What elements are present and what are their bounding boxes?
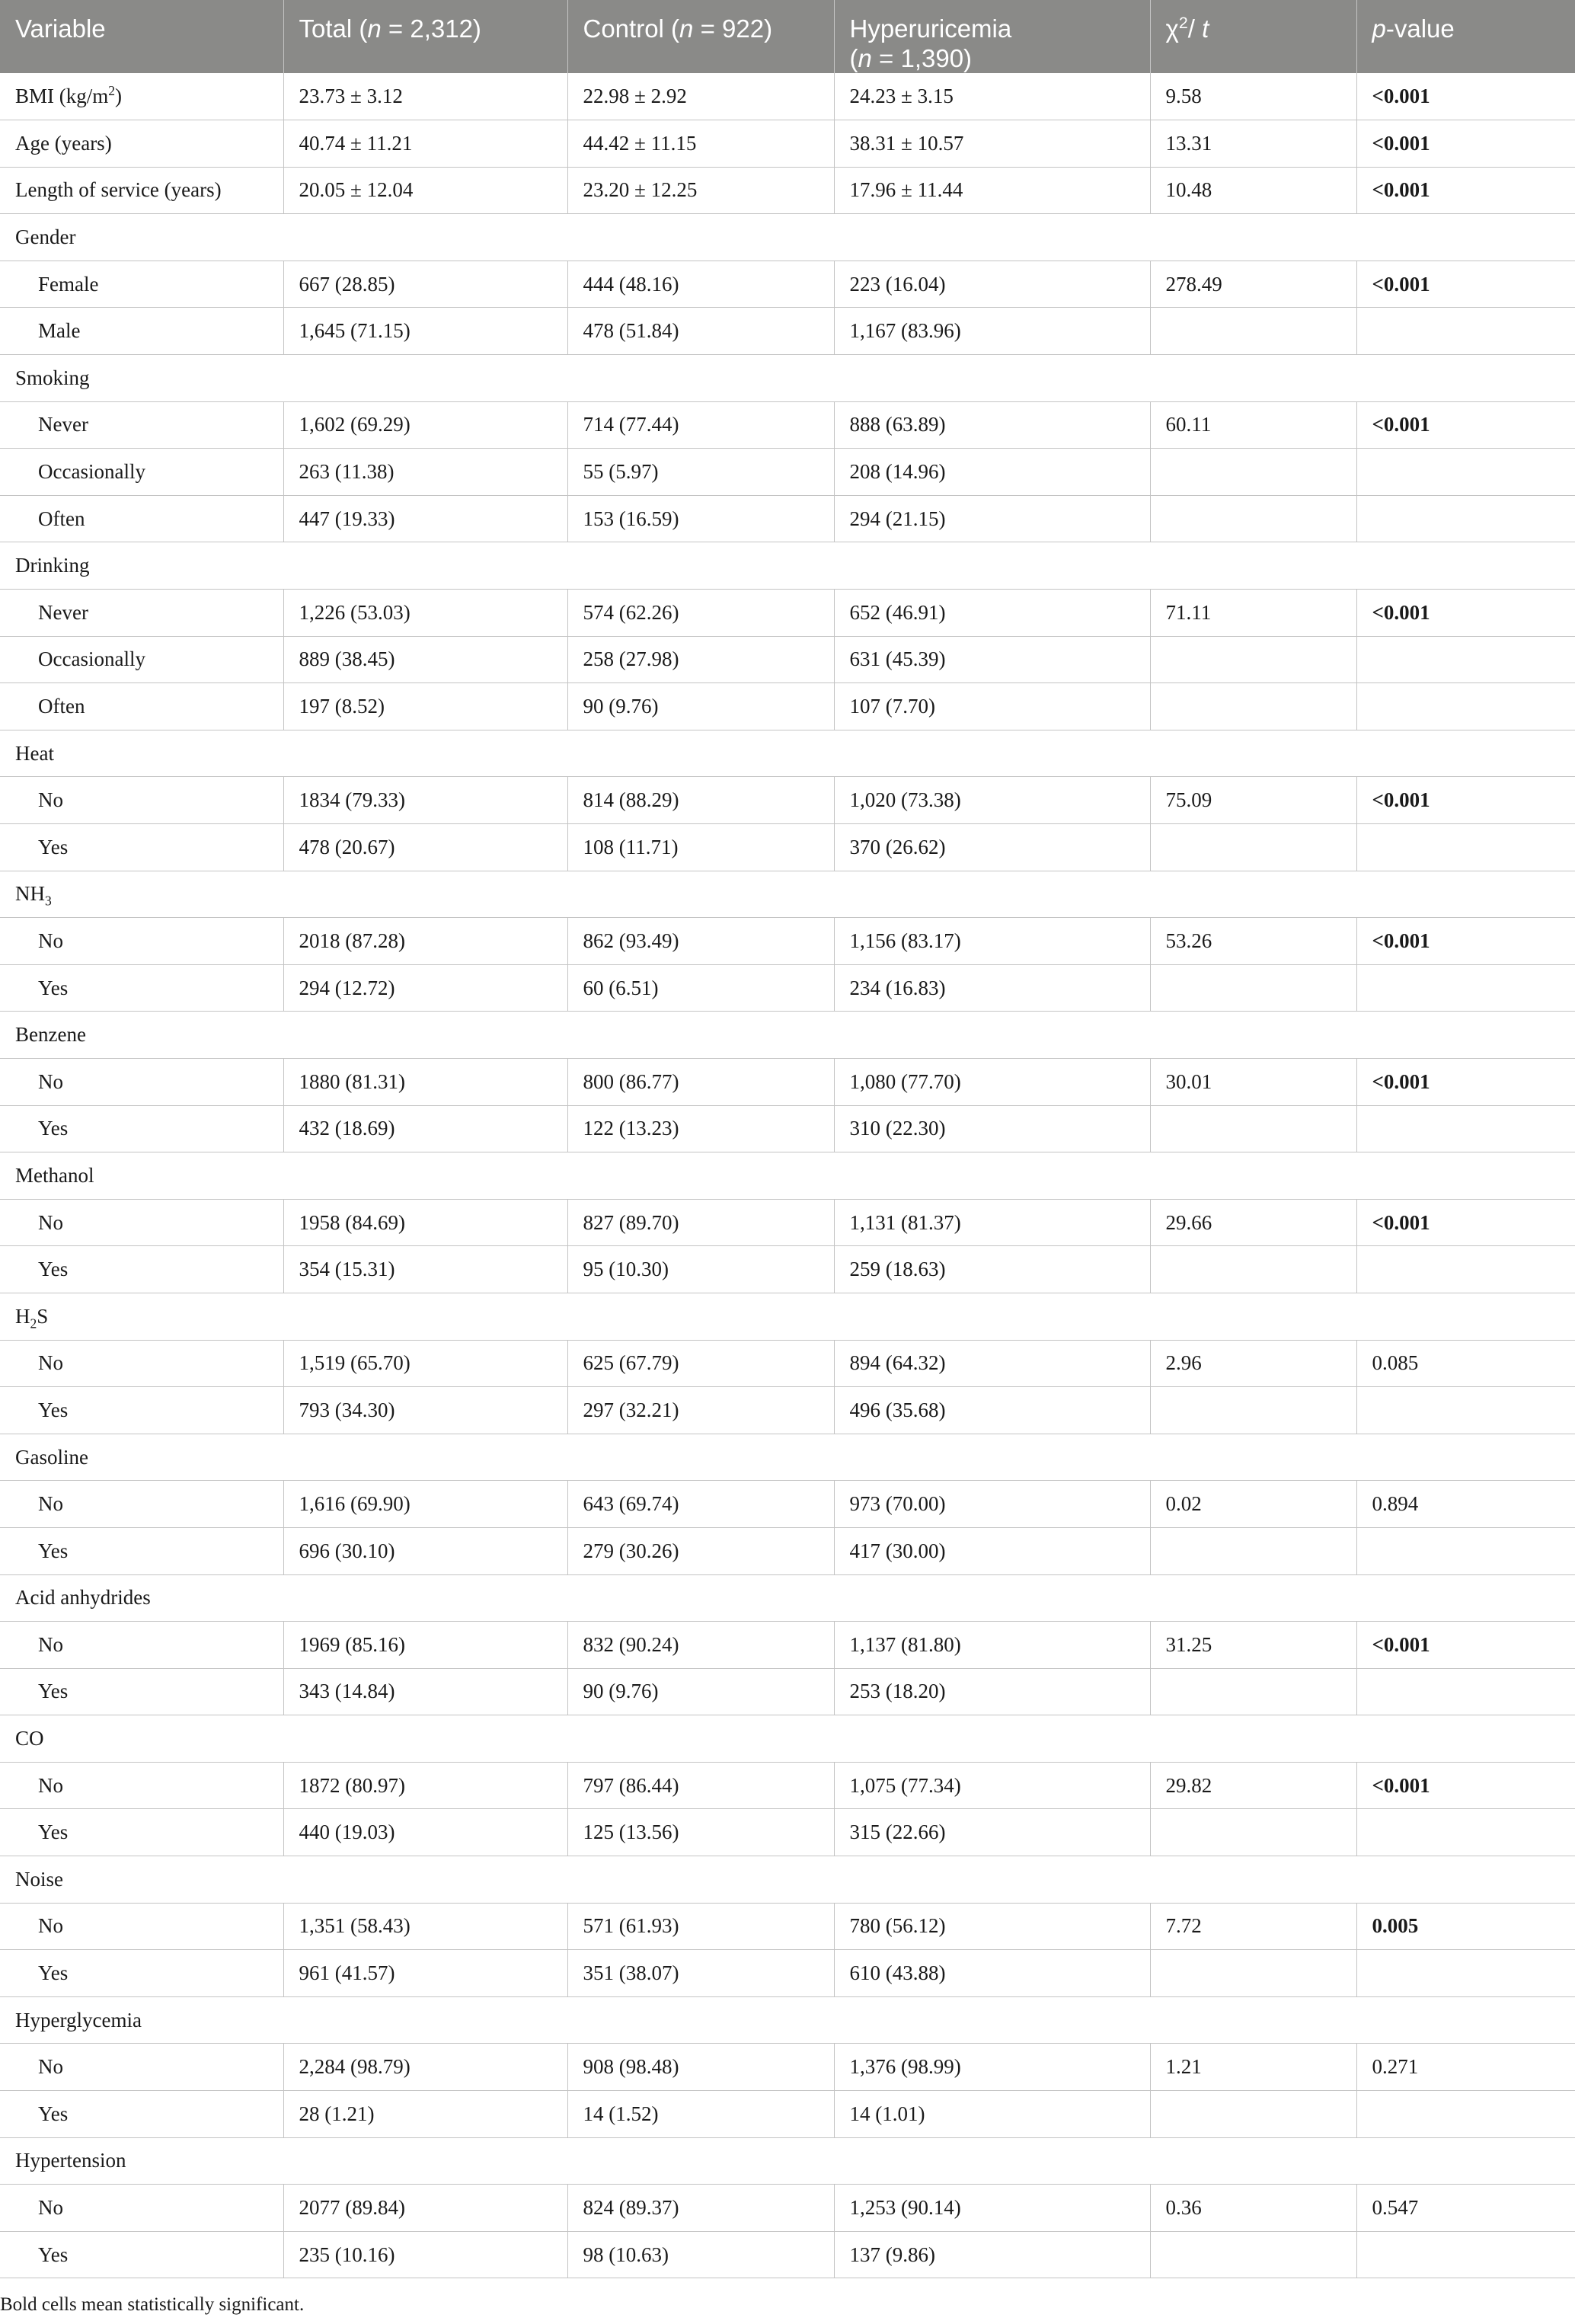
- table-row: [0, 1387, 1575, 1434]
- variable-cell: No: [0, 2185, 283, 2232]
- hyperuricemia-cell: 370 (26.62): [834, 824, 1150, 871]
- p-value-cell: <0.001: [1356, 1762, 1575, 1809]
- p-value-cell: <0.001: [1356, 120, 1575, 168]
- total-cell: 440 (19.03): [283, 1809, 567, 1856]
- table-group-row: [0, 214, 1575, 261]
- variable-cell: Yes: [0, 1246, 283, 1293]
- hyperuricemia-cell: 894 (64.32): [834, 1340, 1150, 1387]
- total-cell: 343 (14.84): [283, 1668, 567, 1715]
- control-cell: 22.98 ± 2.92: [567, 73, 834, 120]
- p-value-cell: <0.001: [1356, 1622, 1575, 1669]
- statistic-cell: [1150, 2091, 1356, 2138]
- p-value-cell: [1356, 2231, 1575, 2278]
- statistic-cell: [1150, 1668, 1356, 1715]
- variable-cell: No: [0, 918, 283, 965]
- variable-cell: Yes: [0, 2091, 283, 2138]
- total-cell: 961 (41.57): [283, 1950, 567, 1997]
- table-row: [0, 1340, 1575, 1387]
- total-cell: 1834 (79.33): [283, 777, 567, 824]
- variable-cell: No: [0, 1058, 283, 1105]
- p-value-cell: [1356, 2091, 1575, 2138]
- table-row: [0, 683, 1575, 730]
- hyperuricemia-cell: 973 (70.00): [834, 1481, 1150, 1528]
- variable-cell: No: [0, 1762, 283, 1809]
- table-row: [0, 964, 1575, 1012]
- table-row: [0, 167, 1575, 214]
- variable-cell: Occasionally: [0, 449, 283, 496]
- table-row: [0, 1527, 1575, 1574]
- table-row: [0, 261, 1575, 308]
- table-row: [0, 1668, 1575, 1715]
- variable-cell: Never: [0, 401, 283, 449]
- total-cell: 2077 (89.84): [283, 2185, 567, 2232]
- table-row: [0, 2231, 1575, 2278]
- control-cell: 714 (77.44): [567, 401, 834, 449]
- control-cell: 574 (62.26): [567, 590, 834, 637]
- total-cell: 2,284 (98.79): [283, 2044, 567, 2091]
- table-row: [0, 590, 1575, 637]
- p-value-cell: <0.001: [1356, 1058, 1575, 1105]
- table-row: [0, 308, 1575, 355]
- statistic-cell: 10.48: [1150, 167, 1356, 214]
- col-header-control: Control (n = 922): [567, 0, 834, 73]
- group-label-cell: Smoking: [0, 355, 1575, 402]
- statistic-cell: [1150, 964, 1356, 1012]
- p-value-cell: <0.001: [1356, 590, 1575, 637]
- total-cell: 1,616 (69.90): [283, 1481, 567, 1528]
- statistic-cell: [1150, 1387, 1356, 1434]
- hyperuricemia-cell: 1,167 (83.96): [834, 308, 1150, 355]
- statistic-cell: 0.02: [1150, 1481, 1356, 1528]
- table-row: [0, 1622, 1575, 1669]
- col-header-p-value: p-value: [1356, 0, 1575, 73]
- control-cell: 625 (67.79): [567, 1340, 834, 1387]
- statistic-cell: 0.36: [1150, 2185, 1356, 2232]
- group-label-cell: CO: [0, 1715, 1575, 1763]
- hyperuricemia-cell: 234 (16.83): [834, 964, 1150, 1012]
- statistic-cell: [1150, 449, 1356, 496]
- table-row: [0, 2091, 1575, 2138]
- hyperuricemia-cell: 1,376 (98.99): [834, 2044, 1150, 2091]
- control-cell: 800 (86.77): [567, 1058, 834, 1105]
- variable-cell: Never: [0, 590, 283, 637]
- total-cell: 1,226 (53.03): [283, 590, 567, 637]
- p-value-cell: 0.894: [1356, 1481, 1575, 1528]
- control-cell: 797 (86.44): [567, 1762, 834, 1809]
- hyperuricemia-cell: 315 (22.66): [834, 1809, 1150, 1856]
- table-row: [0, 918, 1575, 965]
- table-row: [0, 1762, 1575, 1809]
- hyperuricemia-cell: 14 (1.01): [834, 2091, 1150, 2138]
- control-cell: 297 (32.21): [567, 1387, 834, 1434]
- control-cell: 90 (9.76): [567, 1668, 834, 1715]
- statistic-cell: 53.26: [1150, 918, 1356, 965]
- table-row: [0, 495, 1575, 542]
- variable-cell: Yes: [0, 1950, 283, 1997]
- statistic-cell: [1150, 2231, 1356, 2278]
- p-value-cell: 0.271: [1356, 2044, 1575, 2091]
- control-cell: 827 (89.70): [567, 1199, 834, 1246]
- col-header-total: Total (n = 2,312): [283, 0, 567, 73]
- p-value-cell: [1356, 1809, 1575, 1856]
- statistic-cell: 278.49: [1150, 261, 1356, 308]
- group-label-cell: Methanol: [0, 1152, 1575, 1200]
- p-value-cell: 0.005: [1356, 1903, 1575, 1950]
- p-value-cell: <0.001: [1356, 1199, 1575, 1246]
- statistic-cell: 29.82: [1150, 1762, 1356, 1809]
- p-value-cell: [1356, 636, 1575, 683]
- table-group-row: [0, 1012, 1575, 1059]
- variable-cell: No: [0, 1340, 283, 1387]
- total-cell: 235 (10.16): [283, 2231, 567, 2278]
- statistic-cell: 60.11: [1150, 401, 1356, 449]
- statistic-cell: [1150, 1246, 1356, 1293]
- control-cell: 125 (13.56): [567, 1809, 834, 1856]
- total-cell: 354 (15.31): [283, 1246, 567, 1293]
- hyperuricemia-cell: 610 (43.88): [834, 1950, 1150, 1997]
- table-group-row: [0, 871, 1575, 918]
- hyperuricemia-cell: 1,131 (81.37): [834, 1199, 1150, 1246]
- total-cell: 1,602 (69.29): [283, 401, 567, 449]
- statistic-cell: 71.11: [1150, 590, 1356, 637]
- group-label-cell: Hypertension: [0, 2137, 1575, 2185]
- total-cell: 23.73 ± 3.12: [283, 73, 567, 120]
- group-label-cell: Acid anhydrides: [0, 1574, 1575, 1622]
- hyperuricemia-cell: 253 (18.20): [834, 1668, 1150, 1715]
- hyperuricemia-cell: 223 (16.04): [834, 261, 1150, 308]
- variable-cell: Yes: [0, 2231, 283, 2278]
- table-group-row: [0, 1434, 1575, 1481]
- statistic-cell: [1150, 1950, 1356, 1997]
- statistic-cell: 2.96: [1150, 1340, 1356, 1387]
- total-cell: 793 (34.30): [283, 1387, 567, 1434]
- total-cell: 1,519 (65.70): [283, 1340, 567, 1387]
- table-row: [0, 2044, 1575, 2091]
- table-row: [0, 636, 1575, 683]
- control-cell: 122 (13.23): [567, 1105, 834, 1152]
- total-cell: 889 (38.45): [283, 636, 567, 683]
- table-group-row: [0, 355, 1575, 402]
- control-cell: 108 (11.71): [567, 824, 834, 871]
- hyperuricemia-cell: 107 (7.70): [834, 683, 1150, 730]
- statistic-cell: [1150, 683, 1356, 730]
- table-row: [0, 1481, 1575, 1528]
- total-cell: 294 (12.72): [283, 964, 567, 1012]
- total-cell: 1880 (81.31): [283, 1058, 567, 1105]
- control-cell: 908 (98.48): [567, 2044, 834, 2091]
- hyperuricemia-cell: 1,020 (73.38): [834, 777, 1150, 824]
- control-cell: 862 (93.49): [567, 918, 834, 965]
- control-cell: 643 (69.74): [567, 1481, 834, 1528]
- variable-cell: Often: [0, 683, 283, 730]
- p-value-cell: <0.001: [1356, 401, 1575, 449]
- variable-cell: Yes: [0, 1105, 283, 1152]
- p-value-cell: [1356, 1950, 1575, 1997]
- total-cell: 1,645 (71.15): [283, 308, 567, 355]
- total-cell: 1969 (85.16): [283, 1622, 567, 1669]
- control-cell: 351 (38.07): [567, 1950, 834, 1997]
- table-row: [0, 1950, 1575, 1997]
- group-label-cell: Drinking: [0, 542, 1575, 590]
- control-cell: 153 (16.59): [567, 495, 834, 542]
- p-value-cell: [1356, 1246, 1575, 1293]
- hyperuricemia-cell: 259 (18.63): [834, 1246, 1150, 1293]
- table-row: [0, 1199, 1575, 1246]
- hyperuricemia-cell: 294 (21.15): [834, 495, 1150, 542]
- total-cell: 696 (30.10): [283, 1527, 567, 1574]
- p-value-cell: 0.085: [1356, 1340, 1575, 1387]
- hyperuricemia-cell: 1,156 (83.17): [834, 918, 1150, 965]
- control-cell: 258 (27.98): [567, 636, 834, 683]
- total-cell: 263 (11.38): [283, 449, 567, 496]
- table-row: [0, 2185, 1575, 2232]
- total-cell: 20.05 ± 12.04: [283, 167, 567, 214]
- table-row: [0, 120, 1575, 168]
- variable-cell: Female: [0, 261, 283, 308]
- control-cell: 95 (10.30): [567, 1246, 834, 1293]
- control-cell: 824 (89.37): [567, 2185, 834, 2232]
- hyperuricemia-cell: 137 (9.86): [834, 2231, 1150, 2278]
- total-cell: 432 (18.69): [283, 1105, 567, 1152]
- table-row: [0, 1058, 1575, 1105]
- hyperuricemia-cell: 17.96 ± 11.44: [834, 167, 1150, 214]
- control-cell: 571 (61.93): [567, 1903, 834, 1950]
- control-cell: 55 (5.97): [567, 449, 834, 496]
- variable-cell: Yes: [0, 1387, 283, 1434]
- variable-cell: Often: [0, 495, 283, 542]
- table-row: [0, 449, 1575, 496]
- hyperuricemia-cell: 310 (22.30): [834, 1105, 1150, 1152]
- variable-cell: Yes: [0, 1527, 283, 1574]
- hyperuricemia-cell: 1,075 (77.34): [834, 1762, 1150, 1809]
- table-group-row: [0, 730, 1575, 777]
- control-cell: 279 (30.26): [567, 1527, 834, 1574]
- variable-cell: Yes: [0, 824, 283, 871]
- p-value-cell: [1356, 1105, 1575, 1152]
- hyperuricemia-cell: 888 (63.89): [834, 401, 1150, 449]
- p-value-cell: <0.001: [1356, 261, 1575, 308]
- table-row: [0, 1809, 1575, 1856]
- variable-cell: BMI $(kg/m^2)$: [0, 73, 283, 120]
- total-cell: 667 (28.85): [283, 261, 567, 308]
- table-group-row: [0, 1293, 1575, 1340]
- table-group-row: [0, 2137, 1575, 2185]
- p-value-cell: <0.001: [1356, 918, 1575, 965]
- total-cell: 478 (20.67): [283, 824, 567, 871]
- total-cell: 28 (1.21): [283, 2091, 567, 2138]
- hyperuricemia-cell: 496 (35.68): [834, 1387, 1150, 1434]
- group-label-cell: Gasoline: [0, 1434, 1575, 1481]
- group-label-cell: Heat: [0, 730, 1575, 777]
- p-value-cell: [1356, 1387, 1575, 1434]
- statistic-cell: 30.01: [1150, 1058, 1356, 1105]
- group-label-cell: Gender: [0, 214, 1575, 261]
- table-group-row: [0, 1152, 1575, 1200]
- total-cell: 40.74 ± 11.21: [283, 120, 567, 168]
- statistic-cell: [1150, 308, 1356, 355]
- control-cell: 478 (51.84): [567, 308, 834, 355]
- table-row: [0, 73, 1575, 120]
- statistic-cell: [1150, 1527, 1356, 1574]
- variable-cell: No: [0, 777, 283, 824]
- variable-cell: Age (years): [0, 120, 283, 168]
- control-cell: 90 (9.76): [567, 683, 834, 730]
- total-cell: 1958 (84.69): [283, 1199, 567, 1246]
- col-header-statistic: $\chi^2/$ t: [1150, 0, 1356, 73]
- control-cell: 814 (88.29): [567, 777, 834, 824]
- p-value-cell: [1356, 495, 1575, 542]
- hyperuricemia-cell: 780 (56.12): [834, 1903, 1150, 1950]
- group-label-cell: $NH_3$: [0, 871, 1575, 918]
- variable-cell: Male: [0, 308, 283, 355]
- statistic-cell: 9.58: [1150, 73, 1356, 120]
- statistic-cell: 1.21: [1150, 2044, 1356, 2091]
- hyperuricemia-cell: 631 (45.39): [834, 636, 1150, 683]
- p-value-cell: <0.001: [1356, 73, 1575, 120]
- control-cell: 832 (90.24): [567, 1622, 834, 1669]
- p-value-cell: [1356, 308, 1575, 355]
- hyperuricemia-cell: 417 (30.00): [834, 1527, 1150, 1574]
- col-header-variable: Variable: [0, 0, 283, 73]
- table-group-row: [0, 1715, 1575, 1763]
- p-value-cell: [1356, 964, 1575, 1012]
- total-cell: 197 (8.52): [283, 683, 567, 730]
- table-footnote: Bold cells mean statistically significant.: [0, 2294, 305, 2315]
- variable-cell: Length of service (years): [0, 167, 283, 214]
- statistic-cell: 75.09: [1150, 777, 1356, 824]
- total-cell: 447 (19.33): [283, 495, 567, 542]
- group-label-cell: Noise: [0, 1856, 1575, 1904]
- statistic-cell: [1150, 1809, 1356, 1856]
- group-label-cell: Benzene: [0, 1012, 1575, 1059]
- statistic-cell: [1150, 495, 1356, 542]
- table-row: [0, 401, 1575, 449]
- statistic-cell: 7.72: [1150, 1903, 1356, 1950]
- variable-cell: No: [0, 1199, 283, 1246]
- table-group-row: [0, 1996, 1575, 2044]
- control-cell: 60 (6.51): [567, 964, 834, 1012]
- variable-cell: Yes: [0, 964, 283, 1012]
- p-value-cell: [1356, 824, 1575, 871]
- statistic-cell: [1150, 1105, 1356, 1152]
- hyperuricemia-cell: 24.23 ± 3.15: [834, 73, 1150, 120]
- col-header-hyperuricemia: Hyperuricemia (n = 1,390): [834, 0, 1150, 73]
- variable-cell: No: [0, 1903, 283, 1950]
- hyperuricemia-cell: 1,137 (81.80): [834, 1622, 1150, 1669]
- hyperuricemia-cell: 208 (14.96): [834, 449, 1150, 496]
- table-row: [0, 1246, 1575, 1293]
- variable-cell: No: [0, 2044, 283, 2091]
- table-row: [0, 1903, 1575, 1950]
- p-value-cell: [1356, 449, 1575, 496]
- table-row: [0, 824, 1575, 871]
- variable-cell: Yes: [0, 1668, 283, 1715]
- p-value-cell: [1356, 1527, 1575, 1574]
- group-label-cell: $H_2S$: [0, 1293, 1575, 1340]
- total-cell: 1872 (80.97): [283, 1762, 567, 1809]
- statistic-cell: [1150, 824, 1356, 871]
- table-row: [0, 1105, 1575, 1152]
- table-row: [0, 777, 1575, 824]
- table-group-row: [0, 1856, 1575, 1904]
- p-value-cell: [1356, 1668, 1575, 1715]
- statistic-cell: 29.66: [1150, 1199, 1356, 1246]
- statistic-cell: 31.25: [1150, 1622, 1356, 1669]
- table-body: [0, 73, 1575, 2278]
- variable-cell: No: [0, 1622, 283, 1669]
- table-group-row: [0, 542, 1575, 590]
- control-cell: 44.42 ± 11.15: [567, 120, 834, 168]
- control-cell: 14 (1.52): [567, 2091, 834, 2138]
- control-cell: 98 (10.63): [567, 2231, 834, 2278]
- hyperuricemia-cell: 652 (46.91): [834, 590, 1150, 637]
- p-value-cell: 0.547: [1356, 2185, 1575, 2232]
- p-value-cell: <0.001: [1356, 777, 1575, 824]
- total-cell: 1,351 (58.43): [283, 1903, 567, 1950]
- p-value-cell: [1356, 683, 1575, 730]
- statistic-cell: 13.31: [1150, 120, 1356, 168]
- statistic-cell: [1150, 636, 1356, 683]
- variable-cell: No: [0, 1481, 283, 1528]
- control-cell: 23.20 ± 12.25: [567, 167, 834, 214]
- hyperuricemia-cell: 1,080 (77.70): [834, 1058, 1150, 1105]
- variable-cell: Yes: [0, 1809, 283, 1856]
- hyperuricemia-cell: 1,253 (90.14): [834, 2185, 1150, 2232]
- table-group-row: [0, 1574, 1575, 1622]
- table-header-row: [0, 0, 1575, 73]
- variable-cell: Occasionally: [0, 636, 283, 683]
- group-label-cell: Hyperglycemia: [0, 1996, 1575, 2044]
- control-cell: 444 (48.16): [567, 261, 834, 308]
- p-value-cell: <0.001: [1356, 167, 1575, 214]
- total-cell: 2018 (87.28): [283, 918, 567, 965]
- hyperuricemia-cell: 38.31 ± 10.57: [834, 120, 1150, 168]
